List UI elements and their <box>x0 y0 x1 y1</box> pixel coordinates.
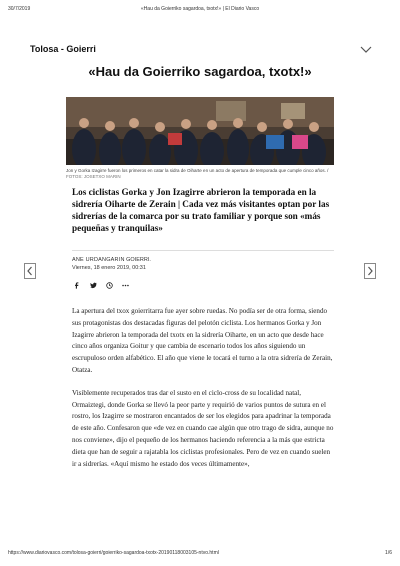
chevron-down-icon[interactable] <box>360 44 372 54</box>
arrow-left-icon <box>25 264 35 278</box>
article-headline: «Hau da Goierriko sagardoa, txotx!» <box>88 64 312 79</box>
body-paragraph: La apertura del txox goierritarra fue ayer sobre ruedas. No podía ser de otra forma, siendo sus protagonistas dos destacadas figuras del pelotón ciclista. Los hermanos Gorka y Jon Izagirre abrieron la temporada del txotx en la sidrería Oiharte, en un acto que desde hace cinco años organiza Goitur y que cambia de escenario todos los años siguiendo un escrupuloso orden alfabético. El año que viene le tocará el turno a la otra sidrería de Zerain, Otatza. <box>72 307 333 374</box>
next-article-button[interactable] <box>364 263 376 279</box>
divider <box>72 250 334 251</box>
more-icon[interactable] <box>122 282 129 289</box>
print-url: https://www.diariovasco.com/tolosa-goierri/goierriko-sagardoa-txotx-20190118003105-ntvo.html <box>8 550 219 556</box>
author-name[interactable]: ANE URDANGARIN <box>72 257 125 263</box>
twitter-icon[interactable] <box>90 282 97 289</box>
article-body <box>72 306 334 481</box>
print-title: «Hau da Goierriko sagardoa, txotx!» | El Diario Vasco <box>140 6 260 12</box>
author-location: GOIERRI. <box>126 257 151 263</box>
share-bar <box>74 280 129 290</box>
print-page-number: 1/6 <box>385 550 392 556</box>
prev-article-button[interactable] <box>24 263 36 279</box>
photo-caption <box>66 168 334 180</box>
group-photo-image <box>66 97 334 165</box>
clock-icon[interactable] <box>106 282 113 289</box>
photo-credit: FOTOS: JOSETXO MARIN <box>66 174 121 179</box>
print-footer <box>8 550 392 560</box>
article-lead: Los ciclistas Gorka y Jon Izagirre abrieron la temporada en la sidrería Oiharte de Zerain | Cada vez más visitantes optan por las sidrerías de la comarca por su trato familiar y porque son «más pequeñas y tranquilas» <box>72 187 330 233</box>
body-paragraph: Visiblemente recuperados tras dar el susto en el ciclo-cross de su localidad natal, Ormaiztegi, donde Gorka se llevó la peor parte y requirió de varios puntos de sutura en el rostro, los Izagirre se mostraron encantados de ser los elegidos para apadrinar la temporada de este año. Confesaron que «de vez en cuando cae algún que otro trago de sidra, aunque no nos conviene», dijo el pequeño de los hermanos haciendo referencia a la más que estricta dieta que han de seguir a rajatabla los ciclistas profesionales. Pero de vez en cuando suelen ir a sidrerías. «Aquí mismo he estado dos veces últimamente», <box>72 388 334 468</box>
article-photo <box>66 97 334 165</box>
print-header <box>8 6 392 16</box>
facebook-icon[interactable] <box>74 282 81 289</box>
arrow-right-icon <box>365 264 375 278</box>
print-date: 30/7/2019 <box>8 6 31 12</box>
section-bar <box>30 42 372 58</box>
byline <box>72 256 334 272</box>
section-name[interactable]: Tolosa - Goierri <box>30 44 96 54</box>
publish-date: Viernes, 18 enero 2019, 00:31 <box>72 265 146 271</box>
caption-text: Jon y Gorka Izagirre fueron los primeros en catar la sidra de Oiharte en un acto de apertura de temporada que cumple cinco años. / <box>66 168 329 173</box>
